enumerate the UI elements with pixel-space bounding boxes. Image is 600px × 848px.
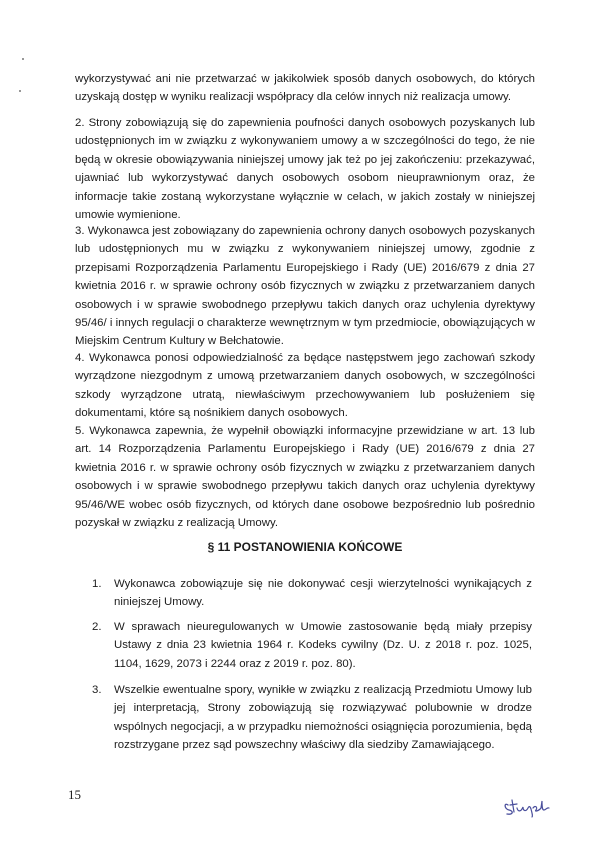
scan-speck xyxy=(22,58,24,60)
final-item-2 xyxy=(92,618,532,673)
final-item-3 xyxy=(92,681,532,755)
paragraph-4: 4. Wykonawca ponosi odpowiedzialność za będące następstwem jego zachowań szkody wyrządzone niezgodnym z umową przetwarzaniem danych osobowych, w szczególności szkody wyrządzone utratą, niewłaściwym przechowywaniem lub posłużeniem się dokumentami, które są nośnikiem danych osobowych. xyxy=(75,352,535,420)
paragraph-3: 3. Wykonawca jest zobowiązany do zapewnienia ochrony danych osobowych pozyskanych lub udostępnionych mu w związku z wykonywaniem niniejszej umowy, zgodnie z przepisami Rozporządzenia Parlamentu Europejskiego i Rady (UE) 2016/679 z dnia 27 kwietnia 2016 r. w sprawie ochrony osób fizycznych w związku z przetwarzaniem danych osobowych i w sprawie swobodnego przepływu takich danych oraz uchylenia dyrektywy 95/46/ i innych regulacji o charakterze wewnętrznym w tym przedmiocie, obowiązujących w Miejskim Centrum Kultury w Bełchatowie. xyxy=(75,225,535,348)
section-heading: § 11 POSTANOWIENIA KOŃCOWE xyxy=(207,540,403,554)
paragraph-continuation: wykorzystywać ani nie przetwarzać w jakikolwiek sposób danych osobowych, do których uzyskają dostęp w wyniku realizacji współpracy dla celów innych niż realizacja umowy. xyxy=(75,73,535,104)
paragraph-2: 2. Strony zobowiązują się do zapewnienia poufności danych osobowych pozyskanych lub udostępnionych im w związku z wykonywaniem umowy a w szczególności do tego, że nie będą w okresie obowiązywania niniejszej umowy jak też po jej zakończeniu: przekazywać, ujawniać lub wykorzystywać danych osobowych osobom nieuprawnionym oraz, że informacje takie zostaną wykorzystane wyłącznie w celach, w jakich zostały w niniejszej umowie wymienione. xyxy=(75,117,535,222)
handwritten-signature xyxy=(502,796,552,818)
item-number: 2. xyxy=(92,621,102,633)
item-text: Wszelkie ewentualne spory, wynikłe w związku z realizacją Przedmiotu Umowy lub jej interpretacją, Strony zobowiązują się rozwiązywać polubownie w drodze wspólnych negocjacji, a w przypadku niemożności osiągnięcia porozumienia, będą rozstrzygane przez sąd powszechny właściwy dla siedziby Zamawiającego. xyxy=(114,684,532,752)
page-number: 15 xyxy=(68,787,81,802)
scan-speck xyxy=(19,90,21,92)
paragraph-5: 5. Wykonawca zapewnia, że wypełnił obowiązki informacyjne przewidziane w art. 13 lub art. 14 Rozporządzenia Parlamentu Europejskiego i Rady (UE) 2016/679 z dnia 27 kwietnia 2016 r. w sprawie ochrony osób fizycznych w związku z przetwarzaniem danych osobowych i w sprawie swobodnego przepływu takich danych oraz uchylenia dyrektywy 95/46/WE wobec osób fizycznych, od których dane osobowe bezpośrednio lub pośrednio pozyskał w związku z realizacją Umowy. xyxy=(75,425,535,530)
final-item-1 xyxy=(92,575,532,612)
item-number: 1. xyxy=(92,578,102,590)
item-text: W sprawach nieuregulowanych w Umowie zastosowanie będą miały przepisy Ustawy z dnia 23 kwietnia 1964 r. Kodeks cywilny (Dz. U. z 2018 r. poz. 1025, 1104, 1629, 2073 i 2244 oraz z 2019 r. poz. 80). xyxy=(114,621,532,670)
item-number: 3. xyxy=(92,684,102,696)
item-text: Wykonawca zobowiązuje się nie dokonywać cesji wierzytelności wynikających z niniejszej Umowy. xyxy=(114,578,532,609)
